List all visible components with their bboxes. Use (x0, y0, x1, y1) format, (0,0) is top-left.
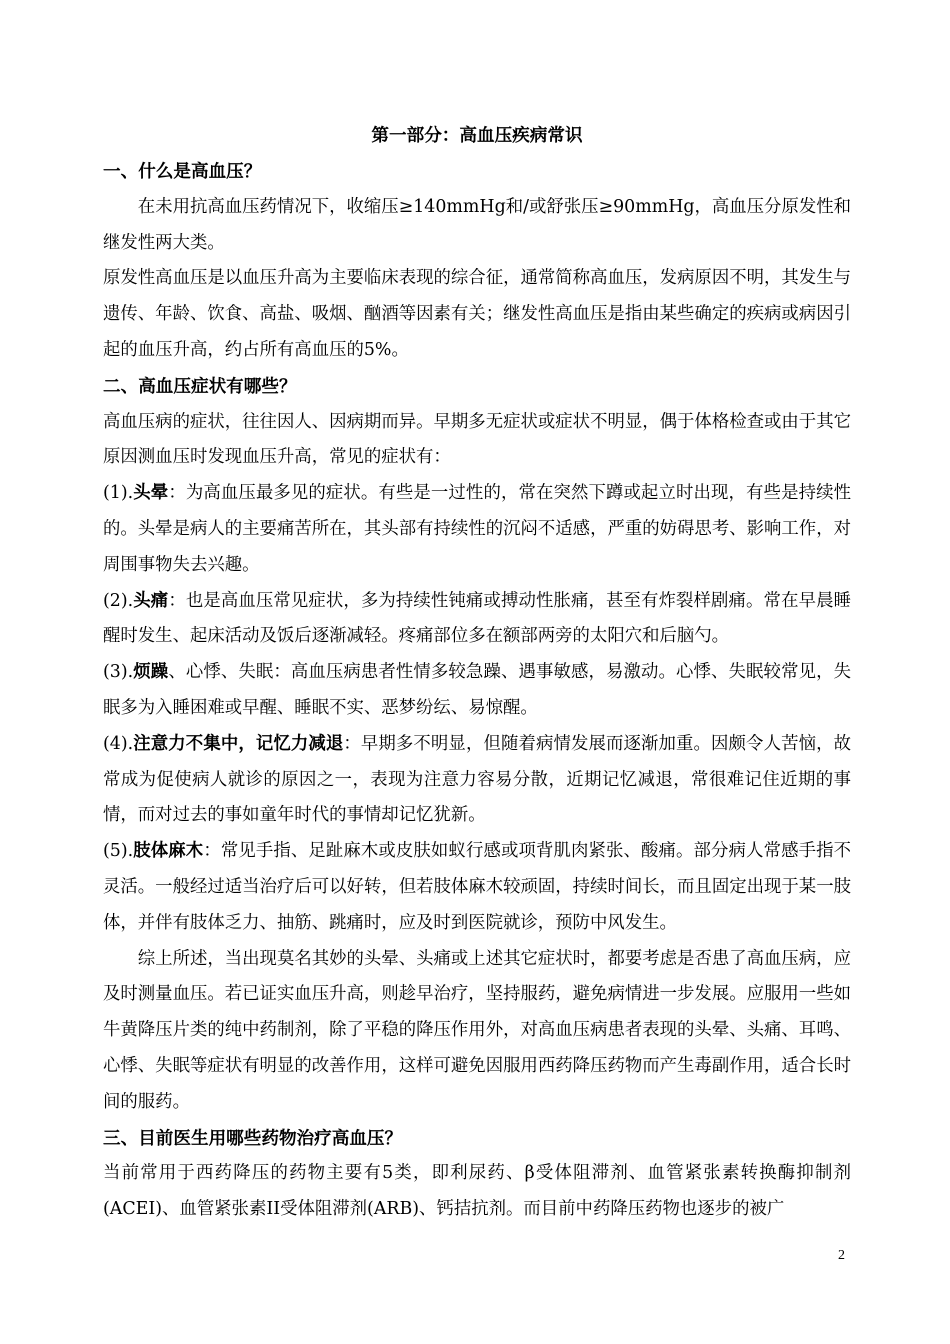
symptom-number: (2). (103, 590, 134, 611)
symptom-number: (4). (103, 733, 134, 754)
page-number: 2 (838, 1248, 845, 1263)
page-title: 第一部分：高血压疾病常识 (371, 125, 583, 146)
section-2-summary: 综上所述，当出现莫名其妙的头晕、头痛或上述其它症状时，都要考虑是否患了高血压病，应及时测量血压。若已证实血压升高，则趁早治疗，坚持服药，避免病情进一步发展。应服用一些如牛黄降压片类的纯中药制剂，除了平稳的降压作用外，对高血压病患者表现的头晕、头痛、耳鸣、心悸、失眠等症状有明显的改善作用，这样可避免因服用西药降压药物而产生毒副作用，适合长时间的服药。 (103, 948, 851, 1112)
section-3-paragraph-1: 当前常用于西药降压的药物主要有5类，即利尿药、β受体阻滞剂、血管紧张素转换酶抑制剂(ACEI)、血管紧张素II受体阻滞剂(ARB)、钙拮抗剂。而目前中药降压药物也逐步的被广 (103, 1163, 851, 1220)
symptom-item-4 (103, 727, 851, 834)
symptom-number: (3). (103, 662, 134, 683)
symptom-number: (5). (103, 841, 134, 862)
document-page (103, 118, 851, 1228)
symptom-item-5 (103, 834, 851, 941)
section-3-heading: 三、目前医生用哪些药物治疗高血压？ (103, 1127, 403, 1149)
symptom-text: ：也是高血压常见症状，多为持续性钝痛或搏动性胀痛，甚至有炸裂样剧痛。常在早晨睡醒时发生、起床活动及饭后逐渐减轻。疼痛部位多在额部两旁的太阳穴和后脑勺。 (103, 590, 851, 647)
symptom-keyword: 头晕 (133, 483, 169, 504)
section-1-heading: 一、什么是高血压？ (103, 161, 262, 182)
symptom-item-1 (103, 476, 851, 583)
symptom-item-3 (103, 655, 851, 727)
symptom-text: ：早期多不明显，但随着病情发展而逐渐加重。因颇令人苦恼，故常成为促使病人就诊的原因之一，表现为注意力容易分散，近期记忆减退，常很难记住近期的事情，而对过去的事如童年时代的事情却记忆犹新。 (103, 733, 851, 826)
section-2-intro: 高血压病的症状，往往因人、因病期而异。早期多无症状或症状不明显，偶于体格检查或由于其它原因测血压时发现血压升高，常见的症状有： (103, 411, 851, 468)
section-1-paragraph-2: 原发性高血压是以血压升高为主要临床表现的综合征，通常简称高血压，发病原因不明，其发生与遗传、年龄、饮食、高盐、吸烟、酗酒等因素有关；继发性高血压是指由某些确定的疾病或病因引起的血压升高，约占所有高血压的5%。 (103, 268, 851, 360)
symptom-keyword: 烦躁 (133, 662, 169, 683)
symptom-keyword: 头痛 (133, 590, 169, 611)
symptom-text: ：为高血压最多见的症状。有些是一过性的，常在突然下蹲或起立时出现，有些是持续性的。头晕是病人的主要痛苦所在，其头部有持续性的沉闷不适感，严重的妨碍思考、影响工作，对周围事物失去兴趣。 (103, 483, 851, 575)
symptom-keyword: 肢体麻木 (133, 841, 204, 862)
section-2-heading: 二、高血压症状有哪些？ (103, 375, 297, 397)
symptom-keyword: 注意力不集中，记忆力减退 (133, 733, 344, 754)
symptom-text: ：常见手指、足趾麻木或皮肤如蚁行感或项背肌肉紧张、酸痛。部分病人常感手指不灵活。一般经过适当治疗后可以好转，但若肢体麻木较顽固，持续时间长，而且固定出现于某一肢体，并伴有肢体乏力、抽筋、跳痛时，应及时到医院就诊，预防中风发生。 (103, 841, 851, 933)
section-1-paragraph-1: 在未用抗高血压药情况下，收缩压≥140mmHg和/或舒张压≥90mmHg，高血压分原发性和继发性两大类。 (103, 196, 852, 253)
symptom-text: 、心悸、失眠：高血压病患者性情多较急躁、遇事敏感，易激动。心悸、失眠较常见，失眠多为入睡困难或早醒、睡眠不实、恶梦纷纭、易惊醒。 (103, 662, 851, 718)
symptom-item-2 (103, 584, 851, 656)
symptom-number: (1). (103, 483, 134, 504)
